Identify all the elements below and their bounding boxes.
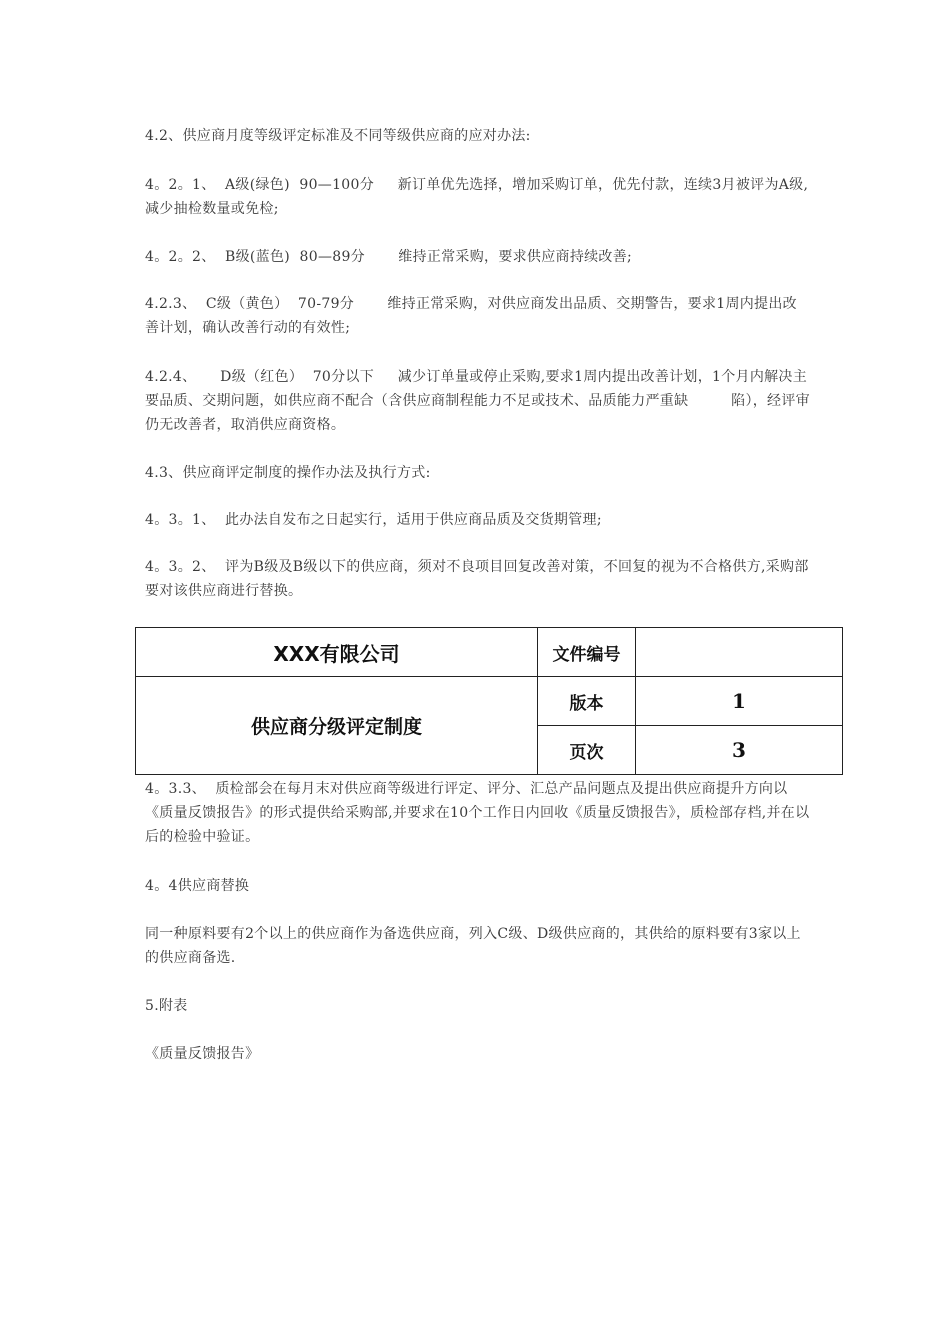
section-4-3-heading: 4.3、供应商评定制度的操作办法及执行方式:: [145, 465, 431, 481]
section-4-2-heading: 4.2、供应商月度等级评定标准及不同等级供应商的应对办法:: [145, 128, 531, 144]
grade-a-paragraph: 4。2。1、 A级(绿色) 90—100分 新订单优先选择，增加采购订单，优先付款，连续3月被评为A级,减少抽检数量或免检;: [145, 177, 809, 217]
section-4-3-3-paragraph: 4。3.3、 质检部会在每月末对供应商等级进行评定、评分、汇总产品问题点及提出供应商提升方向以《质量反馈报告》的形式提供给采购部,并要求在10个工作日内回收《质量反馈报告》，质检部存档,并在以后的检验中验证。: [145, 781, 810, 845]
header-row-1: [136, 628, 843, 677]
section-4-3-1-paragraph: 4。3。1、 此办法自发布之日起实行，适用于供应商品质及交货期管理;: [145, 512, 602, 528]
page-label: 页次: [538, 726, 636, 775]
supplier-replacement-paragraph: 同一种原料要有2个以上的供应商作为备选供应商，列入C级、D级供应商的，其供给的原料要有3家以上的供应商备选.: [145, 926, 801, 966]
doc-number-label: 文件编号: [538, 628, 636, 677]
grade-c-paragraph: 4.2.3、 C级（黄色） 70-79分 维持正常采购，对供应商发出品质、交期警告，要求1周内提出改善计划，确认改善行动的有效性;: [145, 296, 797, 336]
grade-d-paragraph: 4.2.4、 D级（红色） 70分以下 减少订单量或停止采购,要求1周内提出改善计划，1个月内解决主要品质、交期问题，如供应商不配合（含供应商制程能力不足或技术、品质能力严重缺 陷），经评审仍无改善者，取消供应商资格。: [145, 369, 810, 433]
company-name-cell: XXX有限公司: [136, 628, 538, 677]
version-value: 1: [636, 677, 843, 726]
section-4-4-heading: 4。4供应商替换: [145, 878, 250, 894]
page-value: 3: [636, 726, 843, 775]
document-header-table: [135, 627, 843, 775]
header-row-2: [136, 677, 843, 726]
section-5-heading: 5.附表: [145, 998, 188, 1014]
section-4-3-2-paragraph: 4。3。2、 评为B级及B级以下的供应商，须对不良项目回复改善对策，不回复的视为不合格供方,采购部要对该供应商进行替换。: [145, 559, 809, 599]
grade-b-paragraph: 4。2。2、 B级(蓝色) 80—89分 维持正常采购，要求供应商持续改善;: [145, 249, 633, 265]
doc-number-value: [636, 628, 843, 677]
version-label: 版本: [538, 677, 636, 726]
document-title-cell: 供应商分级评定制度: [136, 677, 538, 775]
appendix-item: 《质量反馈报告》: [145, 1046, 260, 1062]
